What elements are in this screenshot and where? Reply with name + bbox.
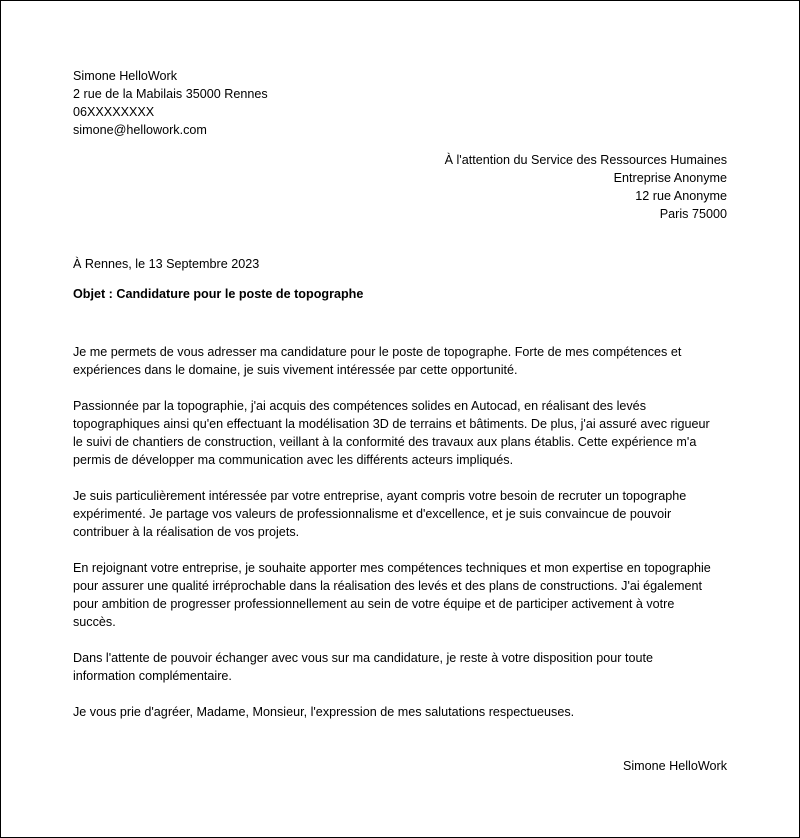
letter-body: [73, 343, 729, 739]
paragraph-line: pour assurer une qualité irréprochable dans la réalisation des levés et des plans de constructions. J'ai également: [73, 579, 702, 593]
paragraph-1: [73, 343, 729, 379]
paragraph-line: expériences dans le domaine, je suis vivement intéressée par cette opportunité.: [73, 363, 518, 377]
sender-phone: 06XXXXXXXX: [73, 105, 155, 119]
paragraph-2: [73, 397, 729, 469]
paragraph-line: Je vous prie d'agréer, Madame, Monsieur, l'expression de mes salutations respectueuses.: [73, 705, 575, 719]
paragraph-line: Dans l'attente de pouvoir échanger avec vous sur ma candidature, je reste à votre disposition pour toute: [73, 651, 653, 665]
recipient-street: 12 rue Anonyme: [635, 189, 727, 203]
recipient-attention: À l'attention du Service des Ressources Humaines: [444, 153, 727, 167]
signature: Simone HelloWork: [622, 759, 727, 773]
paragraph-line: expérimenté. Je partage vos valeurs de professionnalisme et d'excellence, et je suis convaincue de pouvoir: [73, 507, 672, 521]
paragraph-line: Passionnée par la topographie, j'ai acquis des compétences solides en Autocad, en réalisant des levés: [73, 399, 646, 413]
paragraph-3: [73, 487, 729, 541]
paragraph-line: contribuer à la réalisation de vos projets.: [73, 525, 300, 539]
paragraph-line: topographiques ainsi qu'en effectuant la modélisation 3D de terrains et bâtiments. De plus, j'ai assuré avec rigueur: [73, 417, 710, 431]
paragraph-6: [73, 703, 729, 721]
paragraph-line: information complémentaire.: [73, 669, 232, 683]
recipient-block: [445, 151, 727, 223]
sender-email: simone@hellowork.com: [73, 123, 207, 137]
paragraph-5: [73, 649, 729, 685]
sender-address: 2 rue de la Mabilais 35000 Rennes: [73, 87, 268, 101]
recipient-company: Entreprise Anonyme: [613, 171, 727, 185]
recipient-city: Paris 75000: [659, 207, 727, 221]
paragraph-line: le suivi de chantiers de construction, veillant à la conformité des travaux aux plans établis. Cette expérience m'a: [73, 435, 697, 449]
letter-date: À Rennes, le 13 Septembre 2023: [73, 257, 260, 271]
letter-subject: Objet : Candidature pour le poste de topographe: [73, 287, 364, 301]
paragraph-line: Je me permets de vous adresser ma candidature pour le poste de topographe. Forte de mes compétences et: [73, 345, 682, 359]
paragraph-line: succès.: [73, 615, 116, 629]
paragraph-line: Je suis particulièrement intéressée par votre entreprise, ayant compris votre besoin de recruter un topographe: [73, 489, 687, 503]
sender-name: Simone HelloWork: [73, 69, 178, 83]
paragraph-line: permis de développer ma communication avec les différents acteurs impliqués.: [73, 453, 514, 467]
paragraph-4: [73, 559, 729, 631]
paragraph-line: En rejoignant votre entreprise, je souhaite apporter mes compétences techniques et mon expertise en topographie: [73, 561, 711, 575]
paragraph-line: pour ambition de progresser professionnellement au sein de votre équipe et de participer activement à votre: [73, 597, 675, 611]
sender-block: [73, 67, 268, 139]
